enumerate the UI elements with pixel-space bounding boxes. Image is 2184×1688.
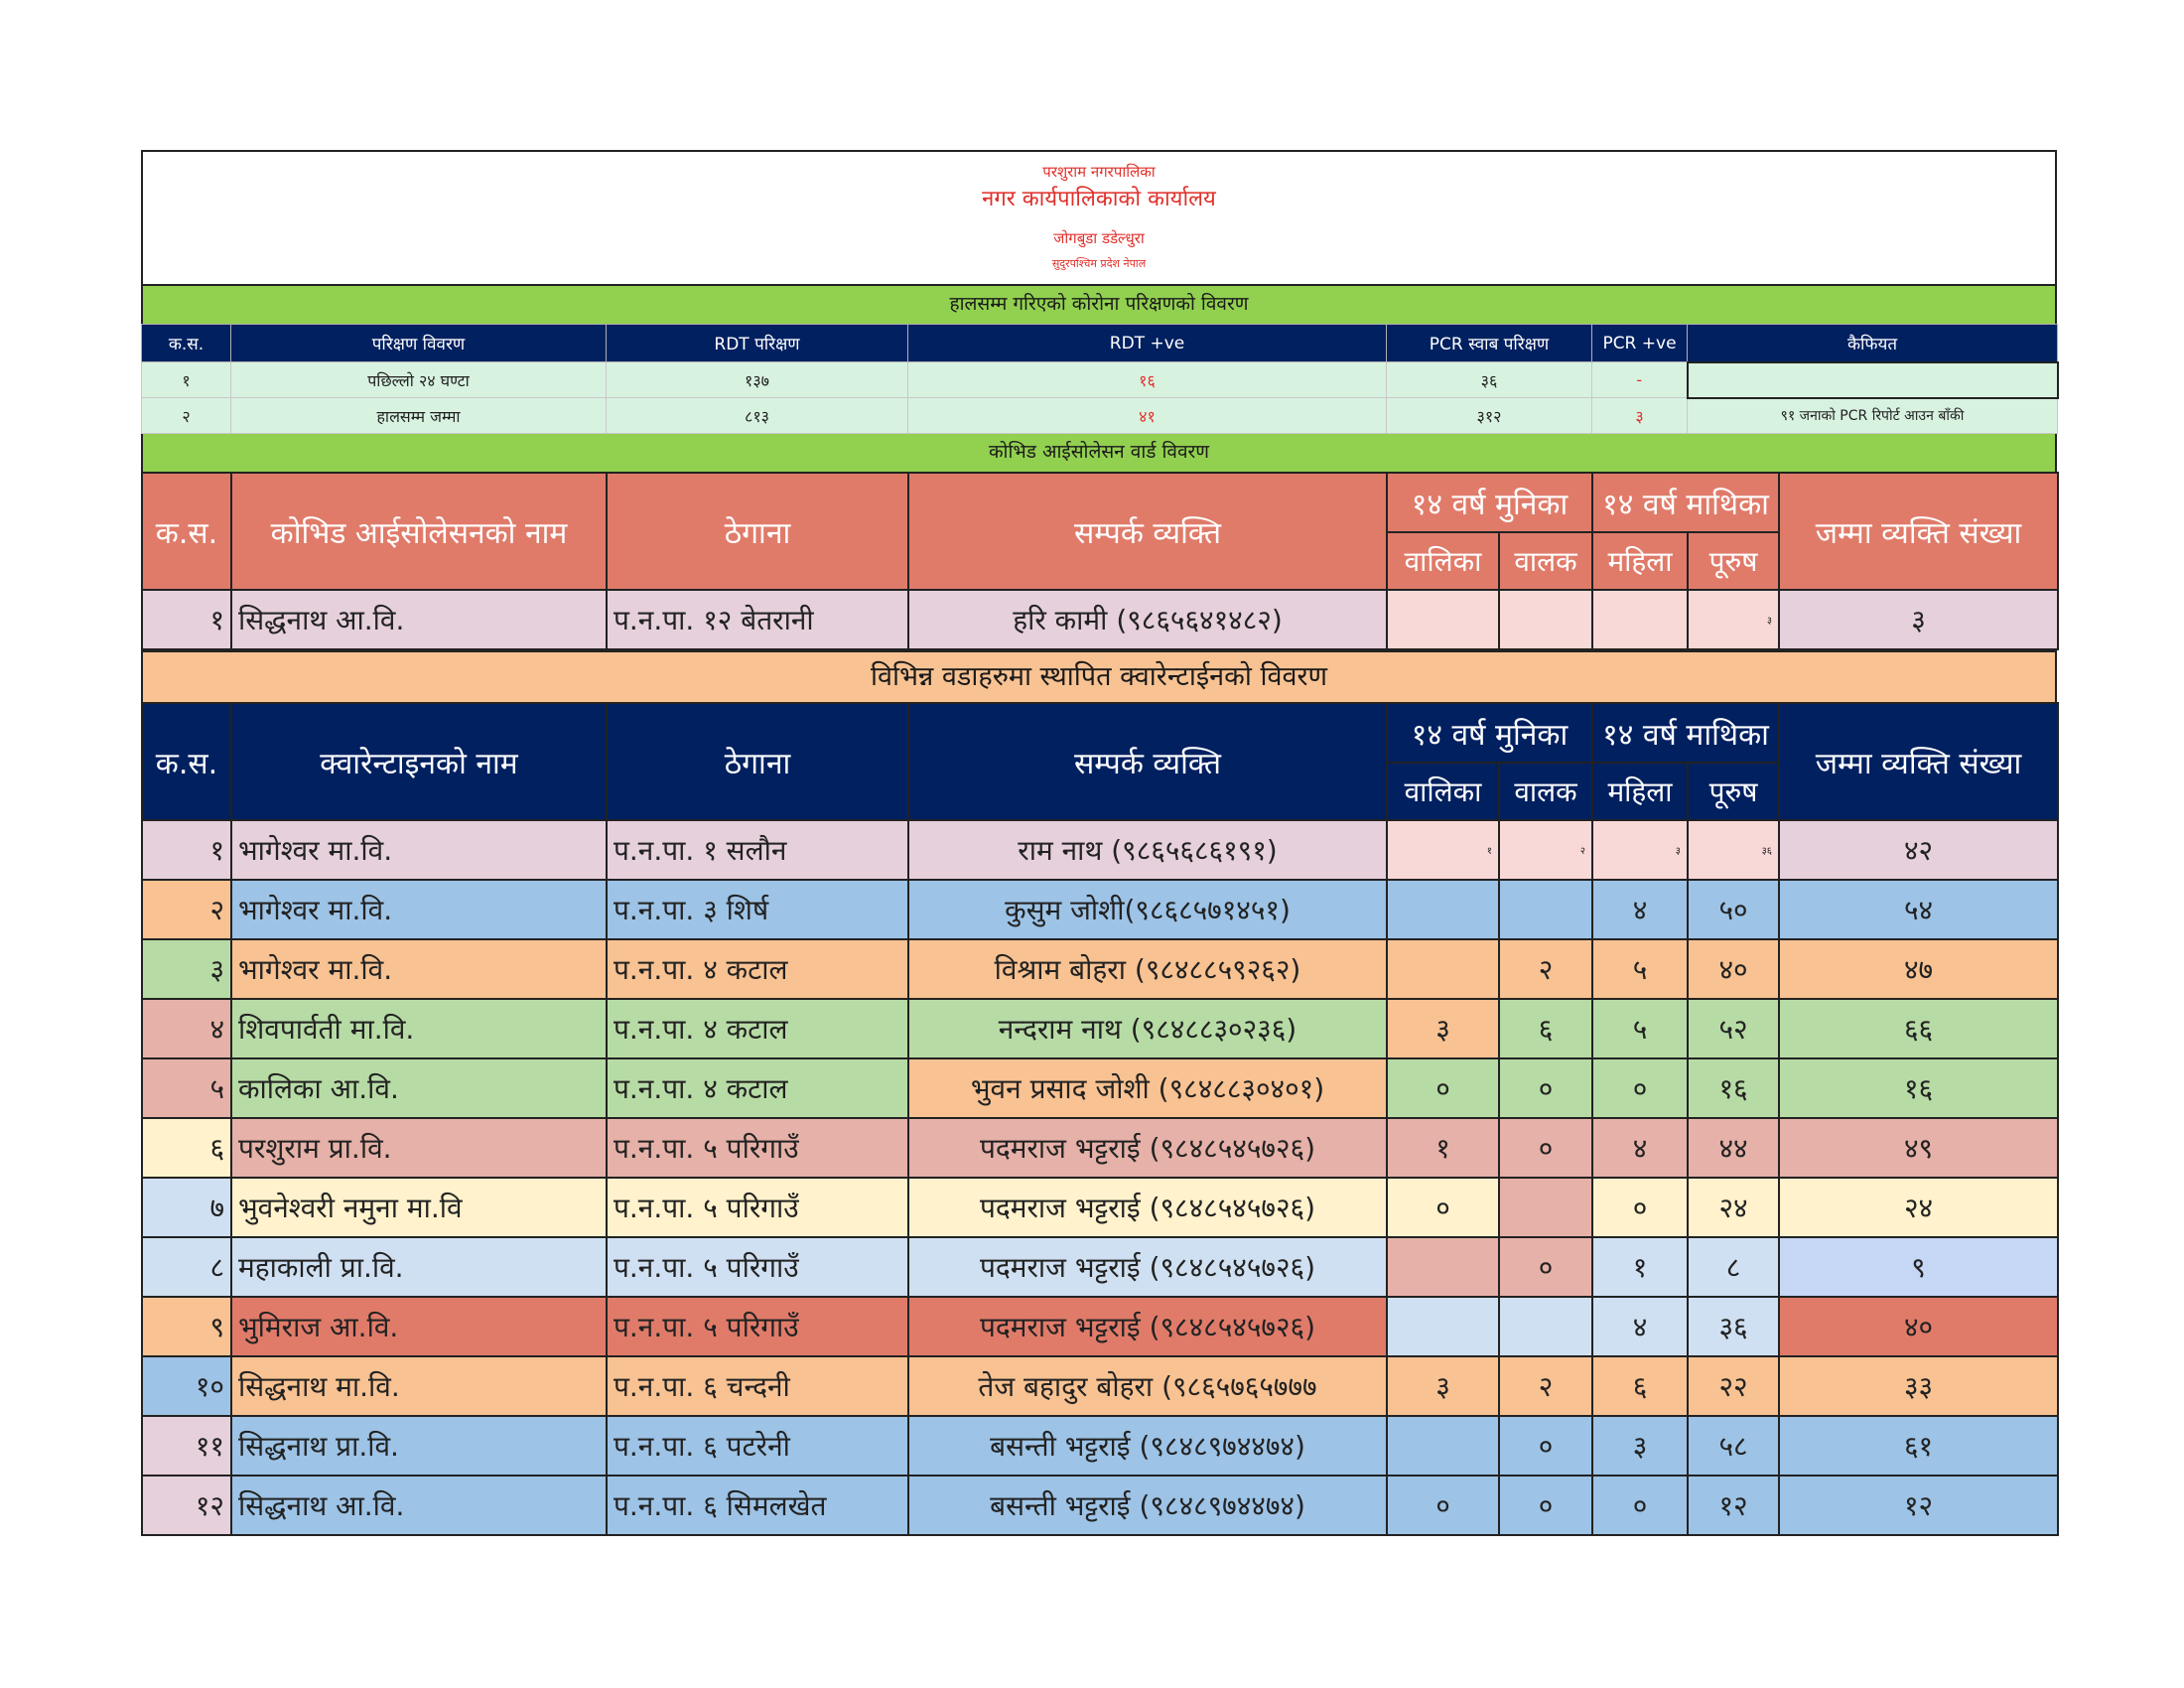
summary-col-rdt: RDT परिक्षण <box>607 325 908 362</box>
quarantine-cell-sn: १ <box>142 820 231 880</box>
quarantine-cell-sn: २ <box>142 880 231 939</box>
quarantine-cell-address: प.न.पा. ४ कटाल <box>607 1058 908 1118</box>
summary-table <box>141 324 2059 434</box>
quarantine-cell-contact: नन्दराम नाथ (९८४८८३०२३६) <box>908 999 1387 1058</box>
quarantine-cell-female: ५ <box>1592 999 1688 1058</box>
quarantine-row <box>142 1356 2058 1416</box>
quarantine-col-total: जम्मा व्यक्ति संख्या <box>1779 703 2058 820</box>
quarantine-cell-name: शिवपार्वती मा.वि. <box>231 999 607 1058</box>
quarantine-col-female: महिला <box>1592 763 1688 820</box>
quarantine-cell-name: कालिका आ.वि. <box>231 1058 607 1118</box>
quarantine-cell-girl: १ <box>1387 820 1499 880</box>
quarantine-cell-male: ५८ <box>1688 1416 1779 1476</box>
quarantine-cell-sn: १० <box>142 1356 231 1416</box>
quarantine-col-over14: १४ वर्ष माथिका <box>1592 703 1779 763</box>
quarantine-row <box>142 820 2058 880</box>
isolation-col-sn: क.स. <box>142 473 231 590</box>
quarantine-cell-girl <box>1387 880 1499 939</box>
quarantine-cell-sn: ५ <box>142 1058 231 1118</box>
quarantine-header-row <box>142 703 2058 763</box>
quarantine-cell-boy: ० <box>1499 1237 1592 1297</box>
summary-cell: १ <box>142 362 231 398</box>
quarantine-cell-male: २२ <box>1688 1356 1779 1416</box>
quarantine-cell-male: १६ <box>1688 1058 1779 1118</box>
quarantine-cell-female: ५ <box>1592 939 1688 999</box>
quarantine-cell-girl: ० <box>1387 1476 1499 1535</box>
isolation-col-male: पूरुष <box>1688 532 1779 590</box>
quarantine-cell-name: परशुराम प्रा.वि. <box>231 1118 607 1178</box>
quarantine-cell-boy: २ <box>1499 820 1592 880</box>
quarantine-cell-address: प.न.पा. १ सलौन <box>607 820 908 880</box>
quarantine-cell-male: ३६ <box>1688 1297 1779 1356</box>
isolation-cell-female <box>1592 590 1688 649</box>
office-location: जोगबुडा डडेल्धुरा <box>1053 229 1145 247</box>
summary-cell: १३७ <box>607 362 908 398</box>
quarantine-col-male: पूरुष <box>1688 763 1779 820</box>
quarantine-cell-contact: पदमराज भट्टराई (९८४८५४५७२६) <box>908 1178 1387 1237</box>
quarantine-cell-female: १ <box>1592 1237 1688 1297</box>
quarantine-cell-name: भुमिराज आ.वि. <box>231 1297 607 1356</box>
isolation-header-row <box>142 473 2058 532</box>
quarantine-cell-female: ० <box>1592 1058 1688 1118</box>
quarantine-cell-total: ४० <box>1779 1297 2058 1356</box>
summary-cell: २ <box>142 398 231 434</box>
quarantine-cell-address: प.न.पा. ४ कटाल <box>607 999 908 1058</box>
quarantine-cell-total: ५४ <box>1779 880 2058 939</box>
quarantine-cell-female: ३ <box>1592 1416 1688 1476</box>
quarantine-cell-girl: ३ <box>1387 999 1499 1058</box>
summary-col-rdt-positive: RDT +ve <box>908 325 1387 362</box>
quarantine-cell-name: सिद्धनाथ मा.वि. <box>231 1356 607 1416</box>
isolation-cell-girl <box>1387 590 1499 649</box>
quarantine-cell-contact: पदमराज भट्टराई (९८४८५४५७२६) <box>908 1237 1387 1297</box>
quarantine-cell-address: प.न.पा. ६ पटरेनी <box>607 1416 908 1476</box>
summary-row <box>142 398 2058 434</box>
quarantine-cell-sn: ८ <box>142 1237 231 1297</box>
quarantine-cell-sn: ४ <box>142 999 231 1058</box>
quarantine-cell-girl: ३ <box>1387 1356 1499 1416</box>
quarantine-row <box>142 880 2058 939</box>
quarantine-cell-female: ६ <box>1592 1356 1688 1416</box>
quarantine-cell-male: ८ <box>1688 1237 1779 1297</box>
quarantine-cell-total: ६६ <box>1779 999 2058 1058</box>
summary-cell: १६ <box>908 362 1387 398</box>
summary-row <box>142 362 2058 398</box>
summary-cell: ९१ जनाको PCR रिपोर्ट आउन बाँकी <box>1688 398 2058 434</box>
quarantine-cell-address: प.न.पा. ६ सिमलखेत <box>607 1476 908 1535</box>
isolation-row <box>142 590 2058 649</box>
quarantine-cell-name: सिद्धनाथ आ.वि. <box>231 1476 607 1535</box>
quarantine-cell-sn: ६ <box>142 1118 231 1178</box>
quarantine-cell-sn: ३ <box>142 939 231 999</box>
quarantine-cell-boy: ० <box>1499 1416 1592 1476</box>
municipality-name: परशुराम नगरपालिका <box>1042 163 1156 181</box>
isolation-cell-contact: हरि कामी (९८६५६४१४८२) <box>908 590 1387 649</box>
quarantine-cell-boy: ० <box>1499 1118 1592 1178</box>
quarantine-cell-boy: ० <box>1499 1476 1592 1535</box>
office-name: नगर कार्यपालिकाको कार्यालय <box>982 187 1216 211</box>
quarantine-cell-address: प.न.पा. ३ शिर्ष <box>607 880 908 939</box>
quarantine-cell-total: ४७ <box>1779 939 2058 999</box>
quarantine-cell-address: प.न.पा. ५ परिगाउँ <box>607 1118 908 1178</box>
summary-cell: ८१३ <box>607 398 908 434</box>
isolation-col-boy: वालक <box>1499 532 1592 590</box>
quarantine-row <box>142 1178 2058 1237</box>
summary-header-row <box>142 325 2058 362</box>
quarantine-cell-name: महाकाली प्रा.वि. <box>231 1237 607 1297</box>
isolation-col-under14: १४ वर्ष मुनिका <box>1387 473 1592 532</box>
quarantine-cell-girl: ० <box>1387 1178 1499 1237</box>
quarantine-cell-sn: ११ <box>142 1416 231 1476</box>
isolation-cell-sn: १ <box>142 590 231 649</box>
quarantine-cell-contact: भुवन प्रसाद जोशी (९८४८८३०४०१) <box>908 1058 1387 1118</box>
isolation-cell-total: ३ <box>1779 590 2058 649</box>
isolation-title: कोभिड आईसोलेसन वार्ड विवरण <box>141 434 2057 472</box>
quarantine-row <box>142 939 2058 999</box>
summary-cell: ४१ <box>908 398 1387 434</box>
isolation-col-name: कोभिड आईसोलेसनको नाम <box>231 473 607 590</box>
quarantine-col-boy: वालक <box>1499 763 1592 820</box>
quarantine-cell-male: ५० <box>1688 880 1779 939</box>
quarantine-cell-contact: विश्राम बोहरा (९८४८८५९२६२) <box>908 939 1387 999</box>
quarantine-cell-female: ४ <box>1592 880 1688 939</box>
quarantine-cell-sn: १२ <box>142 1476 231 1535</box>
quarantine-cell-male: ३६ <box>1688 820 1779 880</box>
quarantine-cell-address: प.न.पा. ५ परिगाउँ <box>607 1297 908 1356</box>
isolation-col-girl: वालिका <box>1387 532 1499 590</box>
quarantine-cell-contact: कुसुम जोशी(९८६८५७१४५१) <box>908 880 1387 939</box>
quarantine-cell-boy <box>1499 880 1592 939</box>
quarantine-cell-boy <box>1499 1178 1592 1237</box>
quarantine-col-contact: सम्पर्क व्यक्ति <box>908 703 1387 820</box>
summary-cell <box>1688 362 2058 398</box>
quarantine-cell-name: भागेश्वर मा.वि. <box>231 939 607 999</box>
quarantine-col-address: ठेगाना <box>607 703 908 820</box>
quarantine-cell-contact: राम नाथ (९८६५६८६१९१) <box>908 820 1387 880</box>
isolation-col-contact: सम्पर्क व्यक्ति <box>908 473 1387 590</box>
quarantine-cell-total: १२ <box>1779 1476 2058 1535</box>
summary-cell: ३६ <box>1387 362 1592 398</box>
isolation-cell-boy <box>1499 590 1592 649</box>
summary-col-remarks: कैफियत <box>1688 325 2058 362</box>
quarantine-cell-male: ५२ <box>1688 999 1779 1058</box>
quarantine-cell-girl <box>1387 1237 1499 1297</box>
quarantine-row <box>142 1416 2058 1476</box>
quarantine-cell-contact: पदमराज भट्टराई (९८४८५४५७२६) <box>908 1118 1387 1178</box>
isolation-cell-male: ३ <box>1688 590 1779 649</box>
quarantine-cell-boy <box>1499 1297 1592 1356</box>
quarantine-cell-boy: २ <box>1499 1356 1592 1416</box>
quarantine-cell-girl <box>1387 939 1499 999</box>
summary-cell: पछिल्लो २४ घण्टा <box>231 362 607 398</box>
quarantine-cell-name: सिद्धनाथ प्रा.वि. <box>231 1416 607 1476</box>
quarantine-col-under14: १४ वर्ष मुनिका <box>1387 703 1592 763</box>
quarantine-cell-female: ३ <box>1592 820 1688 880</box>
quarantine-cell-boy: ६ <box>1499 999 1592 1058</box>
summary-col-pcr-positive: PCR +ve <box>1592 325 1688 362</box>
quarantine-cell-girl: ० <box>1387 1058 1499 1118</box>
summary-title: हालसम्म गरिएको कोरोना परिक्षणको विवरण <box>141 286 2057 324</box>
quarantine-cell-contact: पदमराज भट्टराई (९८४८५४५७२६) <box>908 1297 1387 1356</box>
isolation-col-total: जम्मा व्यक्ति संख्या <box>1779 473 2058 590</box>
quarantine-cell-male: ४४ <box>1688 1118 1779 1178</box>
quarantine-cell-address: प.न.पा. ५ परिगाउँ <box>607 1178 908 1237</box>
quarantine-cell-male: ४० <box>1688 939 1779 999</box>
report-sheet <box>141 150 2057 1536</box>
quarantine-cell-total: ३३ <box>1779 1356 2058 1416</box>
summary-col-description: परिक्षण विवरण <box>231 325 607 362</box>
quarantine-cell-address: प.न.पा. ४ कटाल <box>607 939 908 999</box>
quarantine-cell-girl: १ <box>1387 1118 1499 1178</box>
quarantine-cell-name: भागेश्वर मा.वि. <box>231 880 607 939</box>
quarantine-table <box>141 702 2059 1536</box>
quarantine-cell-total: ९ <box>1779 1237 2058 1297</box>
quarantine-cell-name: भुवनेश्वरी नमुना मा.वि <box>231 1178 607 1237</box>
quarantine-cell-female: ४ <box>1592 1118 1688 1178</box>
quarantine-cell-total: ६१ <box>1779 1416 2058 1476</box>
quarantine-cell-boy: २ <box>1499 939 1592 999</box>
quarantine-cell-sn: ९ <box>142 1297 231 1356</box>
quarantine-cell-girl <box>1387 1297 1499 1356</box>
quarantine-cell-name: भागेश्वर मा.वि. <box>231 820 607 880</box>
quarantine-title: विभिन्न वडाहरुमा स्थापित क्वारेन्टाईनको विवरण <box>141 650 2057 702</box>
quarantine-col-girl: वालिका <box>1387 763 1499 820</box>
summary-col-pcr: PCR स्वाब परिक्षण <box>1387 325 1592 362</box>
report-header <box>141 150 2057 286</box>
quarantine-cell-address: प.न.पा. ५ परिगाउँ <box>607 1237 908 1297</box>
province-name: सुदुरपश्चिम प्रदेश नेपाल <box>1051 257 1147 270</box>
summary-cell: हालसम्म जम्मा <box>231 398 607 434</box>
quarantine-cell-female: ० <box>1592 1178 1688 1237</box>
isolation-table <box>141 472 2059 650</box>
quarantine-cell-total: १६ <box>1779 1058 2058 1118</box>
quarantine-row <box>142 1476 2058 1535</box>
quarantine-cell-total: २४ <box>1779 1178 2058 1237</box>
quarantine-row <box>142 1237 2058 1297</box>
quarantine-cell-female: ४ <box>1592 1297 1688 1356</box>
quarantine-cell-boy: ० <box>1499 1058 1592 1118</box>
quarantine-row <box>142 1297 2058 1356</box>
quarantine-body <box>142 820 2058 1535</box>
quarantine-cell-total: ४९ <box>1779 1118 2058 1178</box>
summary-cell: ३ <box>1592 398 1688 434</box>
quarantine-cell-sn: ७ <box>142 1178 231 1237</box>
isolation-cell-name: सिद्धनाथ आ.वि. <box>231 590 607 649</box>
isolation-col-female: महिला <box>1592 532 1688 590</box>
summary-cell: - <box>1592 362 1688 398</box>
quarantine-cell-female: ० <box>1592 1476 1688 1535</box>
summary-cell: ३१२ <box>1387 398 1592 434</box>
quarantine-col-sn: क.स. <box>142 703 231 820</box>
quarantine-cell-contact: बसन्ती भट्टराई (९८४८९७४४७४) <box>908 1476 1387 1535</box>
quarantine-cell-contact: बसन्ती भट्टराई (९८४८९७४४७४) <box>908 1416 1387 1476</box>
isolation-col-over14: १४ वर्ष माथिका <box>1592 473 1779 532</box>
quarantine-row <box>142 1058 2058 1118</box>
quarantine-row <box>142 1118 2058 1178</box>
summary-col-sn: क.स. <box>142 325 231 362</box>
quarantine-cell-address: प.न.पा. ६ चन्दनी <box>607 1356 908 1416</box>
quarantine-cell-male: १२ <box>1688 1476 1779 1535</box>
quarantine-cell-male: २४ <box>1688 1178 1779 1237</box>
quarantine-cell-contact: तेज बहादुर बोहरा (९८६५७६५७७७ <box>908 1356 1387 1416</box>
isolation-cell-address: प.न.पा. १२ बेतरानी <box>607 590 908 649</box>
quarantine-cell-total: ४२ <box>1779 820 2058 880</box>
quarantine-row <box>142 999 2058 1058</box>
quarantine-col-name: क्वारेन्टाइनको नाम <box>231 703 607 820</box>
quarantine-cell-girl <box>1387 1416 1499 1476</box>
isolation-col-address: ठेगाना <box>607 473 908 590</box>
